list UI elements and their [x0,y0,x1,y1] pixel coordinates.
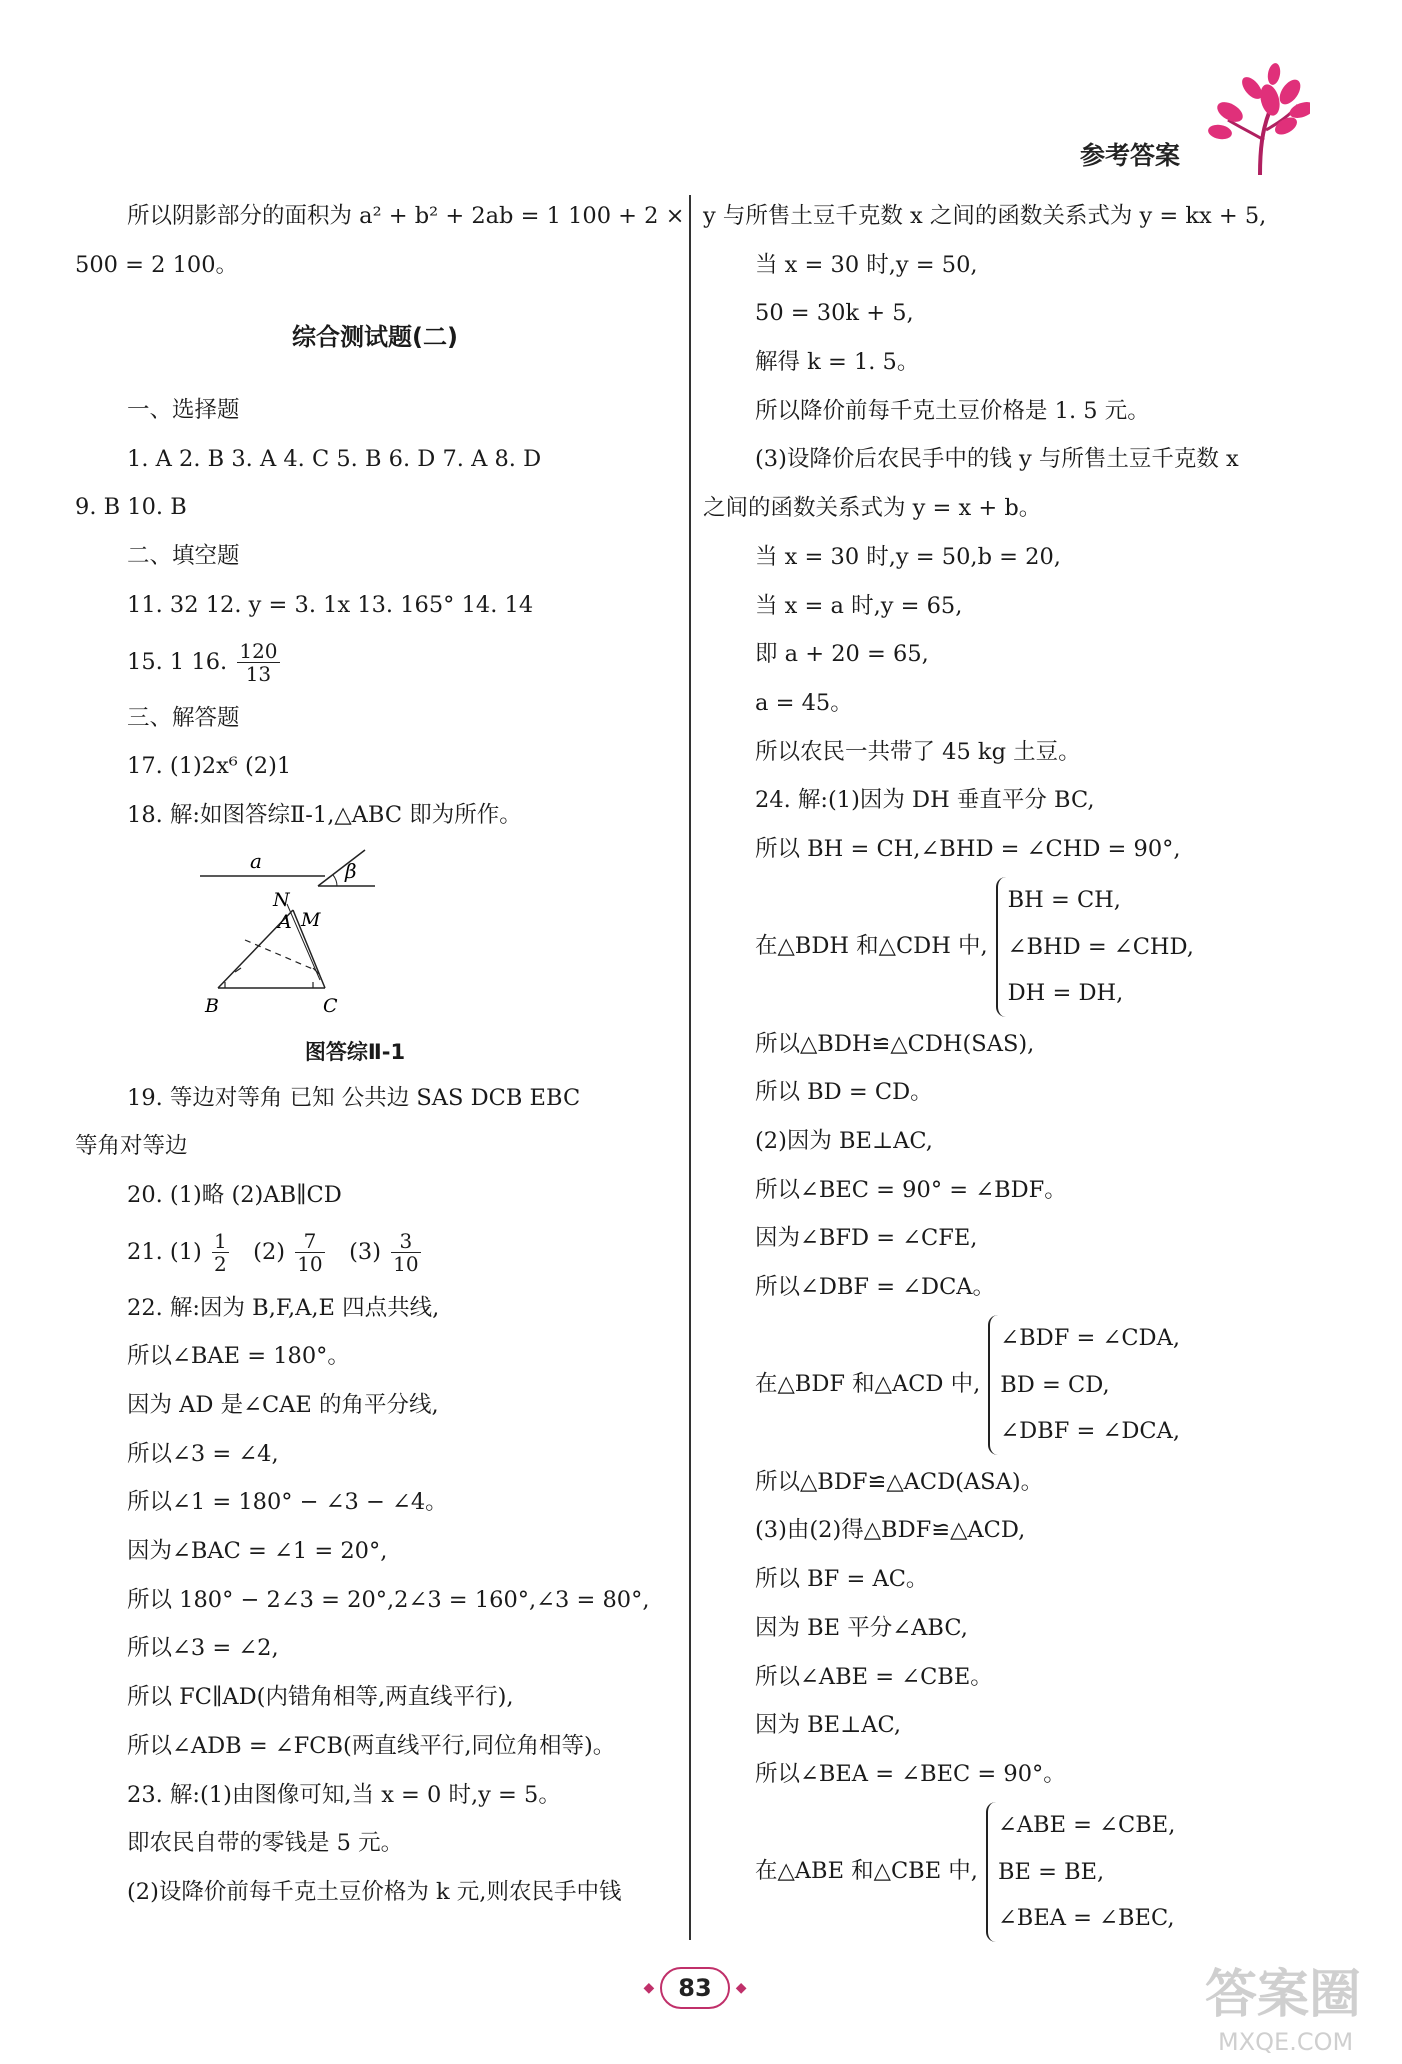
fraction [391,1230,420,1275]
label-A: A [278,910,292,933]
text-line: 因为 AD 是∠CAE 的角平分线, [127,1392,439,1418]
label-a: a [250,848,262,873]
equation-system [703,874,1323,1020]
text-line: 所以 BH = CH,∠BHD = ∠CHD = 90°, [755,835,1181,862]
system-equation: BD = CD, [1000,1371,1110,1398]
text-line: 当 x = 30 时,y = 50,b = 20, [755,543,1061,570]
answer-line: 等角对等边 [75,1133,188,1160]
system-equation: ∠ABE = ∠CBE, [997,1811,1176,1838]
text-line: 所以 FC∥AD(内错角相等,两直线平行), [127,1684,514,1711]
text-line: 因为 BE⊥AC, [755,1712,902,1739]
figure-caption: 图答综Ⅱ-1 [304,1039,406,1064]
system-prefix: 在△BDF 和△ACD 中, [755,1371,981,1398]
watermark [1200,1950,1390,2064]
left-column [75,192,685,1917]
label-C: C [323,994,338,1017]
text-line: 因为∠BFD = ∠CFE, [755,1225,978,1252]
text-line: 之间的函数关系式为 y = x + b。 [703,495,1042,522]
text-line: y 与所售土豆千克数 x 之间的函数关系式为 y = kx + 5, [703,203,1267,229]
watermark-logo-icon [1200,1950,1390,2060]
denominator: 10 [393,1252,419,1277]
text-line: (3)由(2)得△BDF≌△ACD, [755,1517,1026,1544]
subsection-heading: 一、选择题 [127,397,240,424]
text-line: 所以△BDF≌△ACD(ASA)。 [755,1468,1044,1495]
answer-23 [75,1771,675,1917]
text-line: 所以∠ADB = ∠FCB(两直线平行,同位角相等)。 [127,1732,616,1759]
fraction [237,640,279,685]
text-line: 所以∠BAE = 180°。 [127,1343,350,1370]
text-line: 所以∠1 = 180° − ∠3 − ∠4。 [127,1489,448,1516]
label-N: N [273,888,290,911]
text-line: (2)设降价前每千克土豆价格为 k 元,则农民手中钱 [127,1878,622,1905]
subsection-heading: 三、解答题 [127,704,240,731]
answer-text: 15. 1 16. [127,648,228,675]
text-line: (2)因为 BE⊥AC, [755,1128,933,1154]
text-line: a = 45。 [755,689,853,716]
text-line: 即农民自带的零钱是 5 元。 [127,1830,404,1857]
text-line: 当 x = a 时,y = 65, [755,592,963,619]
text-line: 所以 BD = CD。 [755,1079,933,1106]
diamond-icon: ◆ [643,1980,655,1996]
system-equation: BE = BE, [997,1858,1105,1885]
text-line: 即 a + 20 = 65, [755,641,929,668]
text-line: 因为∠BAC = ∠1 = 20°, [127,1538,388,1565]
system-equation: ∠BDF = ∠CDA, [1000,1325,1180,1352]
brace [986,1802,1175,1942]
tree-logo-icon [1190,60,1310,180]
system-equation: ∠BEA = ∠BEC, [997,1905,1175,1932]
text-line: 解得 k = 1. 5。 [755,349,920,376]
text-line: 所以∠DBF = ∠DCA。 [755,1274,996,1301]
text-line: 23. 解:(1)由图像可知,当 x = 0 时,y = 5。 [127,1781,561,1808]
choice-answers: 1. A 2. B 3. A 4. C 5. B 6. D 7. A 8. D [127,445,542,472]
page-number [640,1965,750,2011]
system-equation: BH = CH, [1007,886,1121,913]
system-equation: ∠DBF = ∠DCA, [1000,1418,1180,1445]
numerator: 120 [239,639,278,663]
diamond-icon: ◆ [735,1980,747,1996]
answer-22 [75,1284,675,1771]
text-line: 所以∠3 = ∠4, [127,1440,279,1467]
equation-system [703,1312,1323,1458]
label-beta: β [345,858,357,883]
subsection-heading: 二、填空题 [127,543,240,570]
numerator: 3 [391,1230,420,1253]
brace [988,1315,1180,1455]
label-M: M [301,908,321,931]
text-line: 所以 180° − 2∠3 = 20°,2∠3 = 160°,∠3 = 80°, [127,1586,650,1613]
answer-line: 18. 解:如图答综Ⅱ-1,△ABC 即为所作。 [127,801,522,828]
answer-line: 20. (1)略 (2)AB∥CD [127,1181,342,1208]
triangle-diagram [75,840,675,1030]
text-line: 所以∠ABE = ∠CBE。 [755,1663,993,1690]
fraction [212,1230,229,1275]
text-line: 所以∠BEC = 90° = ∠BDF。 [755,1176,1067,1203]
answer-text: (2) [253,1238,286,1265]
text-line: 所以 BF = AC。 [755,1566,929,1593]
text-line: 当 x = 30 时,y = 50, [755,251,978,278]
text-line: 所以农民一共带了 45 kg 土豆。 [755,738,1081,765]
system-equation: ∠BHD = ∠CHD, [1007,933,1194,960]
equation-system [703,1799,1323,1945]
watermark-url: MXQE.COM [1218,2028,1354,2056]
answer-text: (3) [349,1238,381,1265]
answer-line-fractions [75,1220,675,1284]
system-prefix: 在△BDH 和△CDH 中, [755,933,988,960]
text-line: 所以∠3 = ∠2, [127,1635,279,1662]
text-line: 所以阴影部分的面积为 a² + b² + 2ab = 1 100 + 2 × [127,203,685,229]
section-title: 综合测试题(二) [292,323,458,352]
numerator: 1 [213,1229,227,1254]
fraction [295,1230,324,1275]
answer-line: 19. 等边对等角 已知 公共边 SAS DCB EBC [127,1084,581,1111]
text-line: (3)设降价后农民手中的钱 y 与所售土豆千克数 x [755,446,1239,473]
page-number-badge: 83 [660,1967,729,2009]
text-line: 22. 解:因为 B,F,A,E 四点共线, [127,1294,440,1321]
brace [996,877,1194,1017]
numerator: 7 [295,1230,324,1253]
denominator: 2 [213,1252,227,1277]
text-line: 500 = 2 100。 [75,251,239,278]
text-line: 因为 BE 平分∠ABC, [755,1614,968,1641]
answer-line: 17. (1)2x⁶ (2)1 [127,753,292,780]
column-divider [689,195,691,1940]
system-prefix: 在△ABE 和△CBE 中, [755,1858,978,1885]
right-column [703,192,1323,1945]
fill-answers: 11. 32 12. y = 3. 1x 13. 165° 14. 14 [127,591,534,618]
header-label: 参考答案 [1080,141,1181,170]
answer-text: 21. (1) [127,1238,202,1265]
system-equation: DH = DH, [1007,980,1124,1007]
denominator: 10 [297,1252,323,1277]
text-line: 所以△BDH≌△CDH(SAS), [755,1030,1035,1057]
choice-answers: 9. B 10. B [75,494,187,521]
label-B: B [205,994,219,1017]
denominator: 13 [245,662,272,686]
text-line: 50 = 30k + 5, [755,300,914,327]
text-line: 所以∠BEA = ∠BEC = 90°。 [755,1760,1066,1787]
triangle-figure [75,840,675,1030]
text-line: 24. 解:(1)因为 DH 垂直平分 BC, [755,787,1095,814]
watermark-text: 答案圈 [1205,1965,1362,2025]
fill-answers [75,630,675,694]
text-line: 所以降价前每千克土豆价格是 1. 5 元。 [755,397,1150,424]
